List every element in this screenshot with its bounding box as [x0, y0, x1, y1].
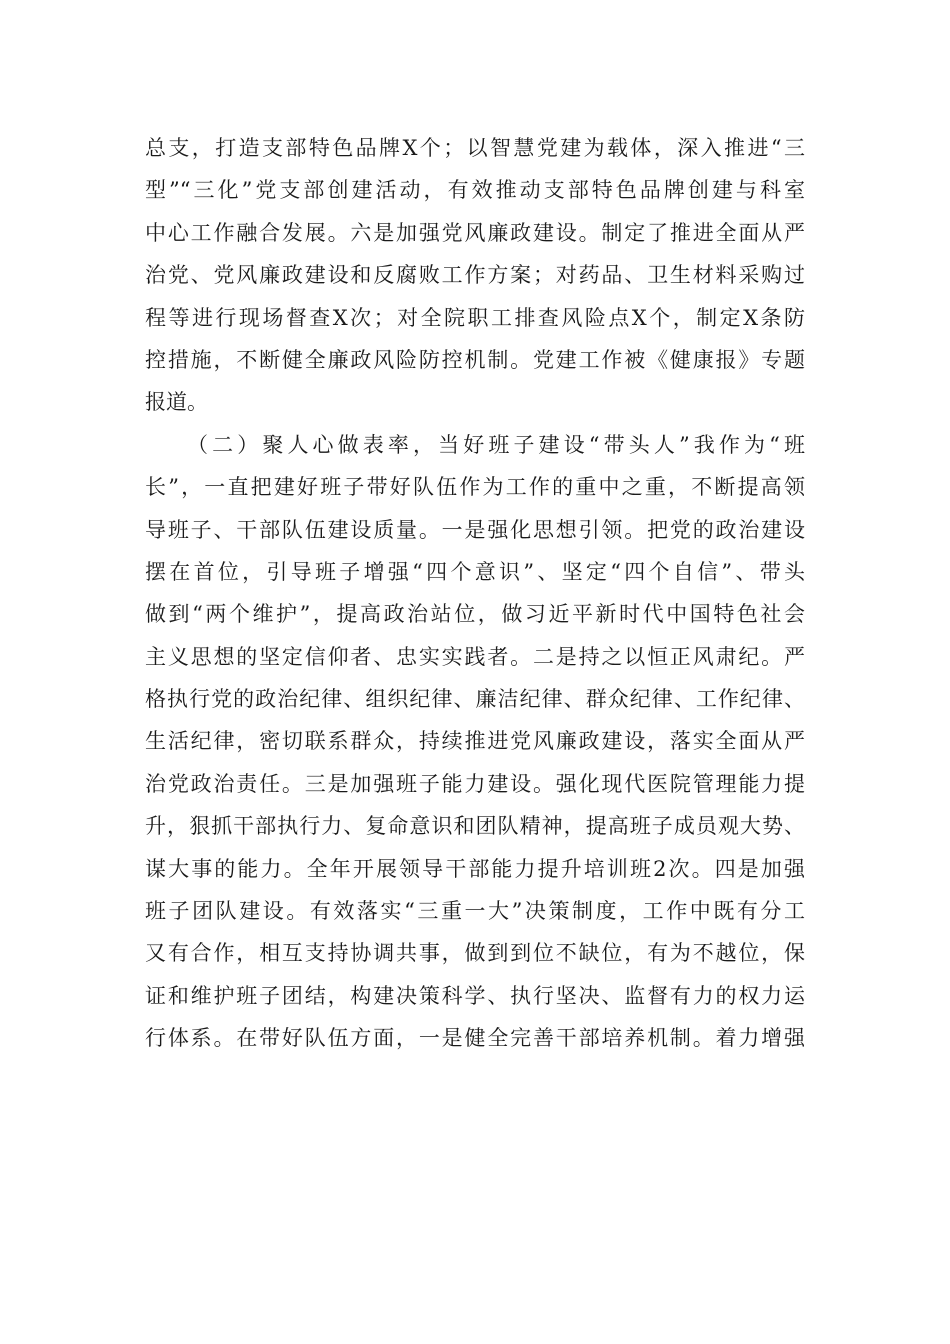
text-line: 总支，打造支部特色品牌X个；以智慧党建为载体，深入推进“三: [145, 136, 805, 160]
text-line: 程等进行现场督查X次；对全院职工排查风险点X个，制定X条防: [145, 305, 805, 330]
text-line: 行体系。在带好队伍方面，一是健全完善干部培养机制。着力增强: [145, 1026, 805, 1051]
text-line: 班子团队建设。有效落实“三重一大”决策制度，工作中既有分工: [145, 899, 805, 924]
paragraph-party-building: [145, 127, 805, 424]
text-line: 摆在首位，引导班子增强“四个意识”、坚定“四个自信”、带头: [145, 559, 805, 584]
text-line: 证和维护班子团结，构建决策科学、执行坚决、监督有力的权力运: [145, 983, 805, 1008]
text-line: 升，狠抓干部执行力、复命意识和团队精神，提高班子成员观大势、: [145, 814, 805, 839]
text-line: 格执行党的政治纪律、组织纪律、廉洁纪律、群众纪律、工作纪律、: [145, 687, 805, 712]
text-line: 治党政治责任。三是加强班子能力建设。强化现代医院管理能力提: [145, 771, 805, 796]
text-line: 治党、党风廉政建设和反腐败工作方案；对药品、卫生材料采购过: [145, 263, 805, 288]
text-line: 谋大事的能力。全年开展领导干部能力提升培训班2次。四是加强: [145, 856, 805, 881]
text-line: 控措施，不断健全廉政风险防控机制。党建工作被《健康报》专题: [145, 347, 805, 372]
body-text: [145, 127, 805, 1060]
text-line: 又有合作，相互支持协调共事，做到到位不缺位，有为不越位，保: [145, 941, 805, 966]
text-line: 做到“两个维护”，提高政治站位，做习近平新时代中国特色社会: [145, 602, 805, 627]
text-line: 报道。: [145, 390, 208, 415]
paragraph-team-building: [145, 424, 805, 1060]
text-line: 生活纪律，密切联系群众，持续推进党风廉政建设，落实全面从严: [145, 729, 805, 754]
text-line: 型”“三化”党支部创建活动，有效推动支部特色品牌创建与科室: [145, 178, 805, 203]
text-line: 导班子、干部队伍建设质量。一是强化思想引领。把党的政治建设: [145, 517, 805, 542]
text-line: 中心工作融合发展。六是加强党风廉政建设。制定了推进全面从严: [145, 220, 805, 245]
text-line: （二）聚人心做表率，当好班子建设“带头人”我作为“班: [187, 432, 805, 457]
text-line: 长”，一直把建好班子带好队伍作为工作的重中之重，不断提高领: [145, 475, 805, 500]
text-line: 主义思想的坚定信仰者、忠实实践者。二是持之以恒正风肃纪。严: [145, 644, 805, 669]
